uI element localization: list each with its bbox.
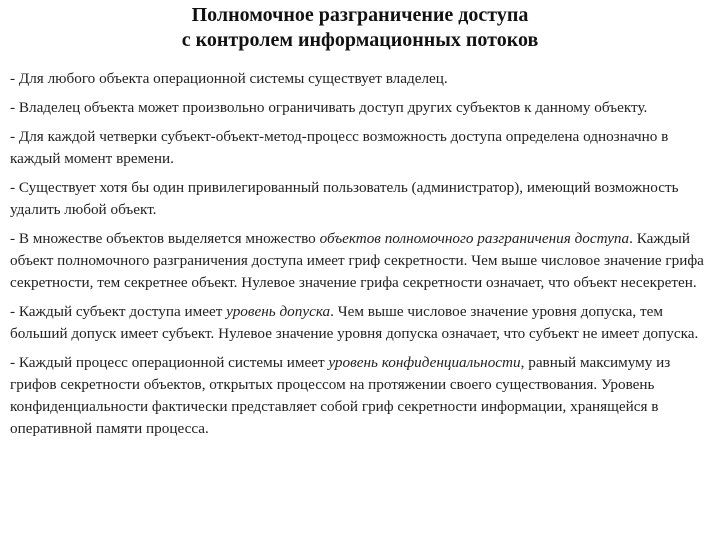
paragraph-clearance-level [10, 301, 710, 345]
slide-title-line-1: Полномочное разграничение доступа [191, 4, 529, 26]
paragraph-text: , равный максимуму из грифов секретности объектов, открытых процессом на протяжении своего существования. Уровень конфиденциальности фактически представляет собой гриф секретности информации, хранящейся в оперативной памяти процесса. [10, 354, 671, 437]
paragraph-text: - Владелец объекта может произвольно ограничивать доступ других субъектов к данному объекту. [10, 99, 648, 116]
paragraph-classified-objects [10, 228, 710, 294]
paragraph-owner-restricts [10, 97, 710, 119]
paragraph-text: - Для каждой четверки субъект-объект-метод-процесс возможность доступа определена однозначно в каждый момент времени. [10, 128, 669, 167]
paragraph-text: - Для любого объекта операционной системы существует владелец. [10, 70, 448, 87]
paragraph-term: уровень допуска [226, 303, 331, 320]
paragraph-text: - Каждый субъект доступа имеет [10, 303, 227, 320]
paragraph-text: - Существует хотя бы один привилегированный пользователь (администратор), имеющий возможность удалить любой объект. [10, 179, 679, 218]
slide-title [0, 3, 720, 53]
paragraph-text: . Чем выше числовое значение уровня допуска, тем больший допуск имеет субъект. Нулевое значение уровня допуска означает, что субъект не имеет допуска. [10, 303, 699, 342]
slide-body [10, 68, 710, 447]
paragraph-owner [10, 68, 710, 90]
paragraph-term: уровень конфиденциальности [328, 354, 521, 371]
paragraph-confidentiality-level [10, 352, 710, 440]
paragraph-text: . Каждый объект полномочного разграничения доступа имеет гриф секретности. Чем выше числовое значение грифа секретности, тем секретнее объект. Нулевое значение грифа секретности означает, что объект несекретен. [10, 230, 704, 291]
paragraph-term: объектов полномочного разграничения доступа [319, 230, 630, 247]
paragraph-privileged-user [10, 177, 710, 221]
paragraph-text: - Каждый процесс операционной системы имеет [10, 354, 329, 371]
slide-title-line-2: с контролем информационных потоков [181, 29, 539, 51]
paragraph-text: - В множестве объектов выделяется множество [10, 230, 320, 247]
paragraph-quadruple [10, 126, 710, 170]
